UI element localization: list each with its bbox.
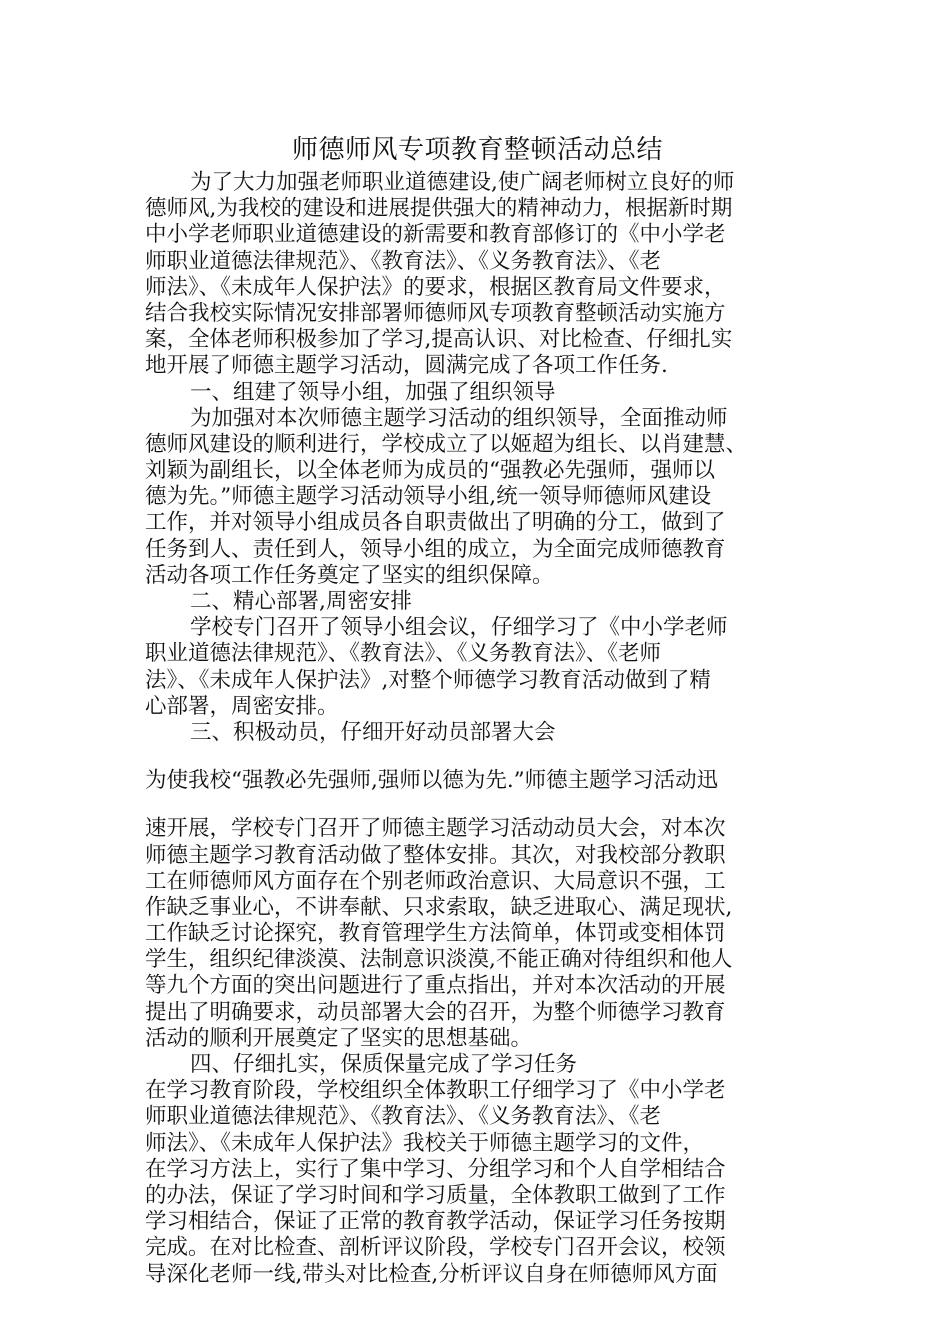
text-line: 法》、《未成年人保护法》,对整个师德学习教育活动做到了精 <box>145 667 711 693</box>
text-line: 学习相结合，保证了正常的教育教学活动，保证学习任务按期 <box>145 1209 726 1235</box>
text-line: 师职业道德法律规范》、《教育法》、《义务教育法》、《老 <box>145 1104 662 1130</box>
intro-paragraph <box>145 170 810 380</box>
text-line: 导深化老师一线,带头对比检查,分析评议自身在师德师风方面 <box>145 1261 718 1287</box>
section-1 <box>145 380 810 590</box>
section-heading: 四、仔细扎实，保质保量完成了学习任务 <box>190 1052 578 1077</box>
text-line: 活动的顺利开展奠定了坚实的思想基础。 <box>145 1025 533 1051</box>
text-line: 德师风建设的顺利进行，学校成立了以姬超为组长、以肖建慧、 <box>145 431 748 457</box>
text-line: 案，全体老师积极参加了学习,提高认识、对比检查、仔细扎实 <box>145 327 733 353</box>
text-line: 德为先。”师德主题学习活动领导小组,统一领导师德师风建设 <box>145 484 712 510</box>
text-line: 中小学老师职业道德建设的新需要和教育部修订的《中小学老 <box>145 222 726 248</box>
section-2 <box>145 589 810 720</box>
text-line: 学校专门召开了领导小组会议，仔细学习了《中小学老师 <box>190 615 728 641</box>
section-heading: 三、积极动员，仔细开好动员部署大会 <box>190 719 556 745</box>
text-line: 刘颖为副组长，以全体老师为成员的“强教必先强师，强师以 <box>145 458 715 484</box>
spacer <box>145 794 810 816</box>
text-line: 等九个方面的突出问题进行了重点指出，并对本次活动的开展 <box>145 973 726 999</box>
text-line: 为了大力加强老师职业道德建设,使广阔老师树立良好的师 <box>190 170 735 195</box>
text-line: 完成。在对比检查、剖析评议阶段，学校专门召开会议，校领 <box>145 1235 726 1261</box>
text-line: 学生，组织纪律淡漠、法制意识淡漠,不能正确对待组织和他人 <box>145 947 733 973</box>
text-line: 的办法，保证了学习时间和学习质量，全体教职工做到了工作 <box>145 1182 726 1208</box>
text-line: 在学习教育阶段，学校组织全体教职工仔细学习了《中小学老 <box>145 1078 726 1104</box>
text-line: 作缺乏事业心，不讲奉献、只求索取，缺乏进取心、满足现状, <box>145 894 733 920</box>
text-line: 师德主题学习教育活动做了整体安排。其次，对我校部分教职 <box>145 842 726 868</box>
text-line: 速开展，学校专门召开了师德主题学习活动动员大会，对本次 <box>145 816 726 842</box>
text-line: 职业道德法律规范》、《教育法》、《义务教育法》、《老师 <box>145 641 662 667</box>
text-line: 师职业道德法律规范》、《教育法》、《义务教育法》、《老 <box>145 248 662 274</box>
text-line: 心部署，周密安排。 <box>145 693 339 719</box>
document-page <box>145 130 810 1288</box>
text-line: 活动各项工作任务奠定了坚实的组织保障。 <box>145 562 554 588</box>
section-heading: 二、精心部署,周密安排 <box>190 589 412 614</box>
text-line: 提出了明确要求，动员部署大会的召开，为整个师德学习教育 <box>145 999 726 1025</box>
text-line: 师法》、《未成年人保护法》的要求，根据区教育局文件要求， <box>145 274 726 300</box>
text-line: 结合我校实际情况安排部署师德师风专项教育整顿活动实施方 <box>145 300 726 326</box>
spacer <box>145 746 810 768</box>
text-line: 师法》、《未成年人保护法》我校关于师德主题学习的文件， <box>145 1130 705 1156</box>
text-line: 工作缺乏讨论探究，教育管理学生方法简单，体罚或变相体罚 <box>145 921 726 947</box>
section-heading: 一、组建了领导小组，加强了组织领导 <box>190 379 556 405</box>
text-line: 在学习方法上，实行了集中学习、分组学习和个人自学相结合 <box>145 1156 726 1182</box>
document-title: 师德师风专项教育整顿活动总结 <box>291 135 663 165</box>
text-line: 地开展了师德主题学习活动，圆满完成了各项工作任务. <box>145 353 668 379</box>
text-line: 为使我校“强教必先强师,强师以德为先.”师德主题学习活动迅 <box>145 768 719 794</box>
section-3 <box>145 720 810 1052</box>
text-line: 工作，并对领导小组成员各自职责做出了明确的分工，做到了 <box>145 510 726 536</box>
text-line: 工在师德师风方面存在个别老师政治意识、大局意识不强，工 <box>145 868 726 894</box>
text-line: 德师风,为我校的建设和进展提供强大的精神动力，根据新时期 <box>145 196 733 222</box>
text-line: 为加强对本次师德主题学习活动的组织领导，全面推动师 <box>190 405 728 431</box>
text-line: 任务到人、责任到人，领导小组的成立，为全面完成师德教育 <box>145 536 726 562</box>
section-4 <box>145 1052 810 1288</box>
